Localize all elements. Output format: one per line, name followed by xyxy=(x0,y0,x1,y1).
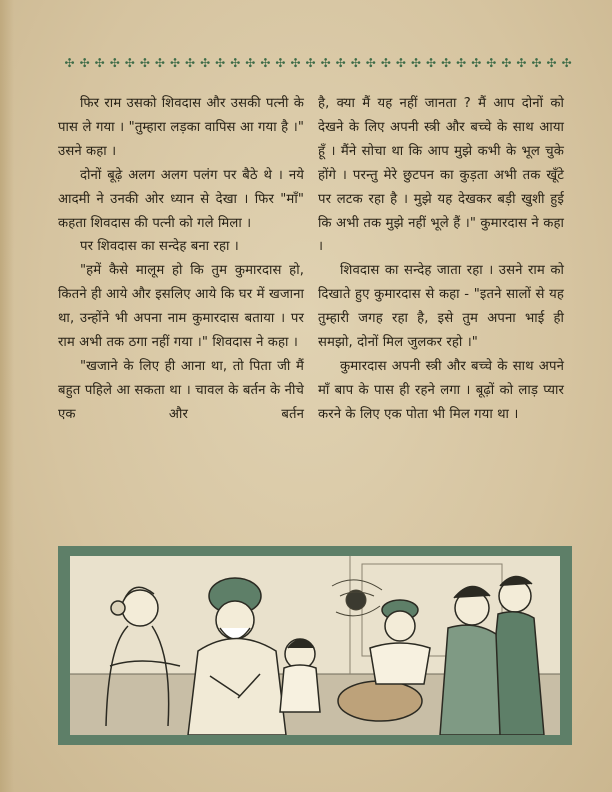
border-ornament: ✣ xyxy=(516,56,527,70)
page-spine-shadow xyxy=(0,0,14,792)
border-ornament: ✣ xyxy=(109,56,120,70)
border-ornament: ✣ xyxy=(546,56,557,70)
border-ornament: ✣ xyxy=(350,56,361,70)
border-ornament: ✣ xyxy=(200,56,211,70)
border-ornament: ✣ xyxy=(139,56,150,70)
paragraph: शिवदास का सन्देह जाता रहा । उसने राम को दिखाते हुए कुमारदास से कहा - "इतने सालों से यह तुम्हारी जगह रहा है, इसे तुम अपना भाई ही समझो, दोनों मिल जुलकर रहो ।" xyxy=(318,263,564,351)
story-illustration xyxy=(58,546,572,745)
border-ornament: ✣ xyxy=(79,56,90,70)
border-ornament: ✣ xyxy=(290,56,301,70)
border-ornament: ✣ xyxy=(305,56,316,70)
border-ornament: ✣ xyxy=(215,56,226,70)
border-ornament: ✣ xyxy=(185,56,196,70)
border-ornament: ✣ xyxy=(531,56,542,70)
border-ornament: ✣ xyxy=(486,56,497,70)
border-ornament: ✣ xyxy=(501,56,512,70)
border-ornament: ✣ xyxy=(456,56,467,70)
paragraph: है, क्या मैं यह नहीं जानता ? मैं आप दोनों को देखने के लिए अपनी स्त्री और बच्चे के साथ आया हूँ । मैंने सोचा था कि आप मुझे कभी के भूल चुके होंगे । परन्तु मेरे छुटपन का कुड़ता अभी तक खूँटे पर लटक रहा है । मुझे यह देखकर बड़ी खुशी हुई कि अभी तक मुझे नहीं भूले हैं ।" कुमारदास ने कहा । xyxy=(318,96,564,255)
border-ornament: ✣ xyxy=(561,56,572,70)
border-ornament: ✣ xyxy=(365,56,376,70)
border-ornament: ✣ xyxy=(64,56,75,70)
paragraph: कुमारदास अपनी स्त्री और बच्चे के साथ अपने माँ बाप के पास ही रहने लगा । बूढ़ों को लाड़ प्यार करने के लिए एक पोता भी मिल गया था । xyxy=(318,358,564,422)
border-ornament: ✣ xyxy=(124,56,135,70)
border-ornament: ✣ xyxy=(169,56,180,70)
border-ornament: ✣ xyxy=(154,56,165,70)
paragraph: फिर राम उसको शिवदास और उसकी पत्नी के पास ले गया । "तुम्हारा लड़का वापिस आ गया है ।" उसने कहा । xyxy=(58,96,304,159)
pillow xyxy=(338,681,422,721)
border-ornament: ✣ xyxy=(380,56,391,70)
border-ornament: ✣ xyxy=(94,56,105,70)
child-figure xyxy=(280,639,320,712)
border-ornament: ✣ xyxy=(275,56,286,70)
border-ornament: ✣ xyxy=(426,56,437,70)
border-ornament: ✣ xyxy=(441,56,452,70)
paragraph: पर शिवदास का सन्देह बना रहा । xyxy=(80,239,239,255)
border-ornament: ✣ xyxy=(335,56,346,70)
text-column-left xyxy=(58,92,304,427)
illustration-drawing xyxy=(70,556,560,735)
border-ornament: ✣ xyxy=(410,56,421,70)
paragraph: "हमें कैसे मालूम हो कि तुम कुमारदास हो, कितने ही आये और इसलिए आये कि घर में खजाना था, उन्होंने भी अपना नाम कुमारदास बताया । पर राम अभी तक ठगा नहीं गया ।" शिवदास ने कहा । xyxy=(58,263,304,351)
border-ornament: ✣ xyxy=(471,56,482,70)
border-ornament: ✣ xyxy=(320,56,331,70)
paragraph: "खजाने के लिए ही आना था, तो पिता जी मैं बहुत पहिले आ सकता था । चावल के बर्तन के नीचे एक और बर्तन xyxy=(58,358,304,422)
border-ornament: ✣ xyxy=(395,56,406,70)
text-column-right xyxy=(318,92,564,427)
border-ornament: ✣ xyxy=(230,56,241,70)
border-ornament: ✣ xyxy=(245,56,256,70)
decorative-border xyxy=(62,56,574,70)
paragraph: दोनों बूढ़े अलग अलग पलंग पर बैठे थे । नये आदमी ने उनकी ओर ध्यान से देखा । फिर "माँ" कहता शिवदास की पत्नी को गले मिला । xyxy=(58,167,304,231)
border-ornament: ✣ xyxy=(260,56,271,70)
